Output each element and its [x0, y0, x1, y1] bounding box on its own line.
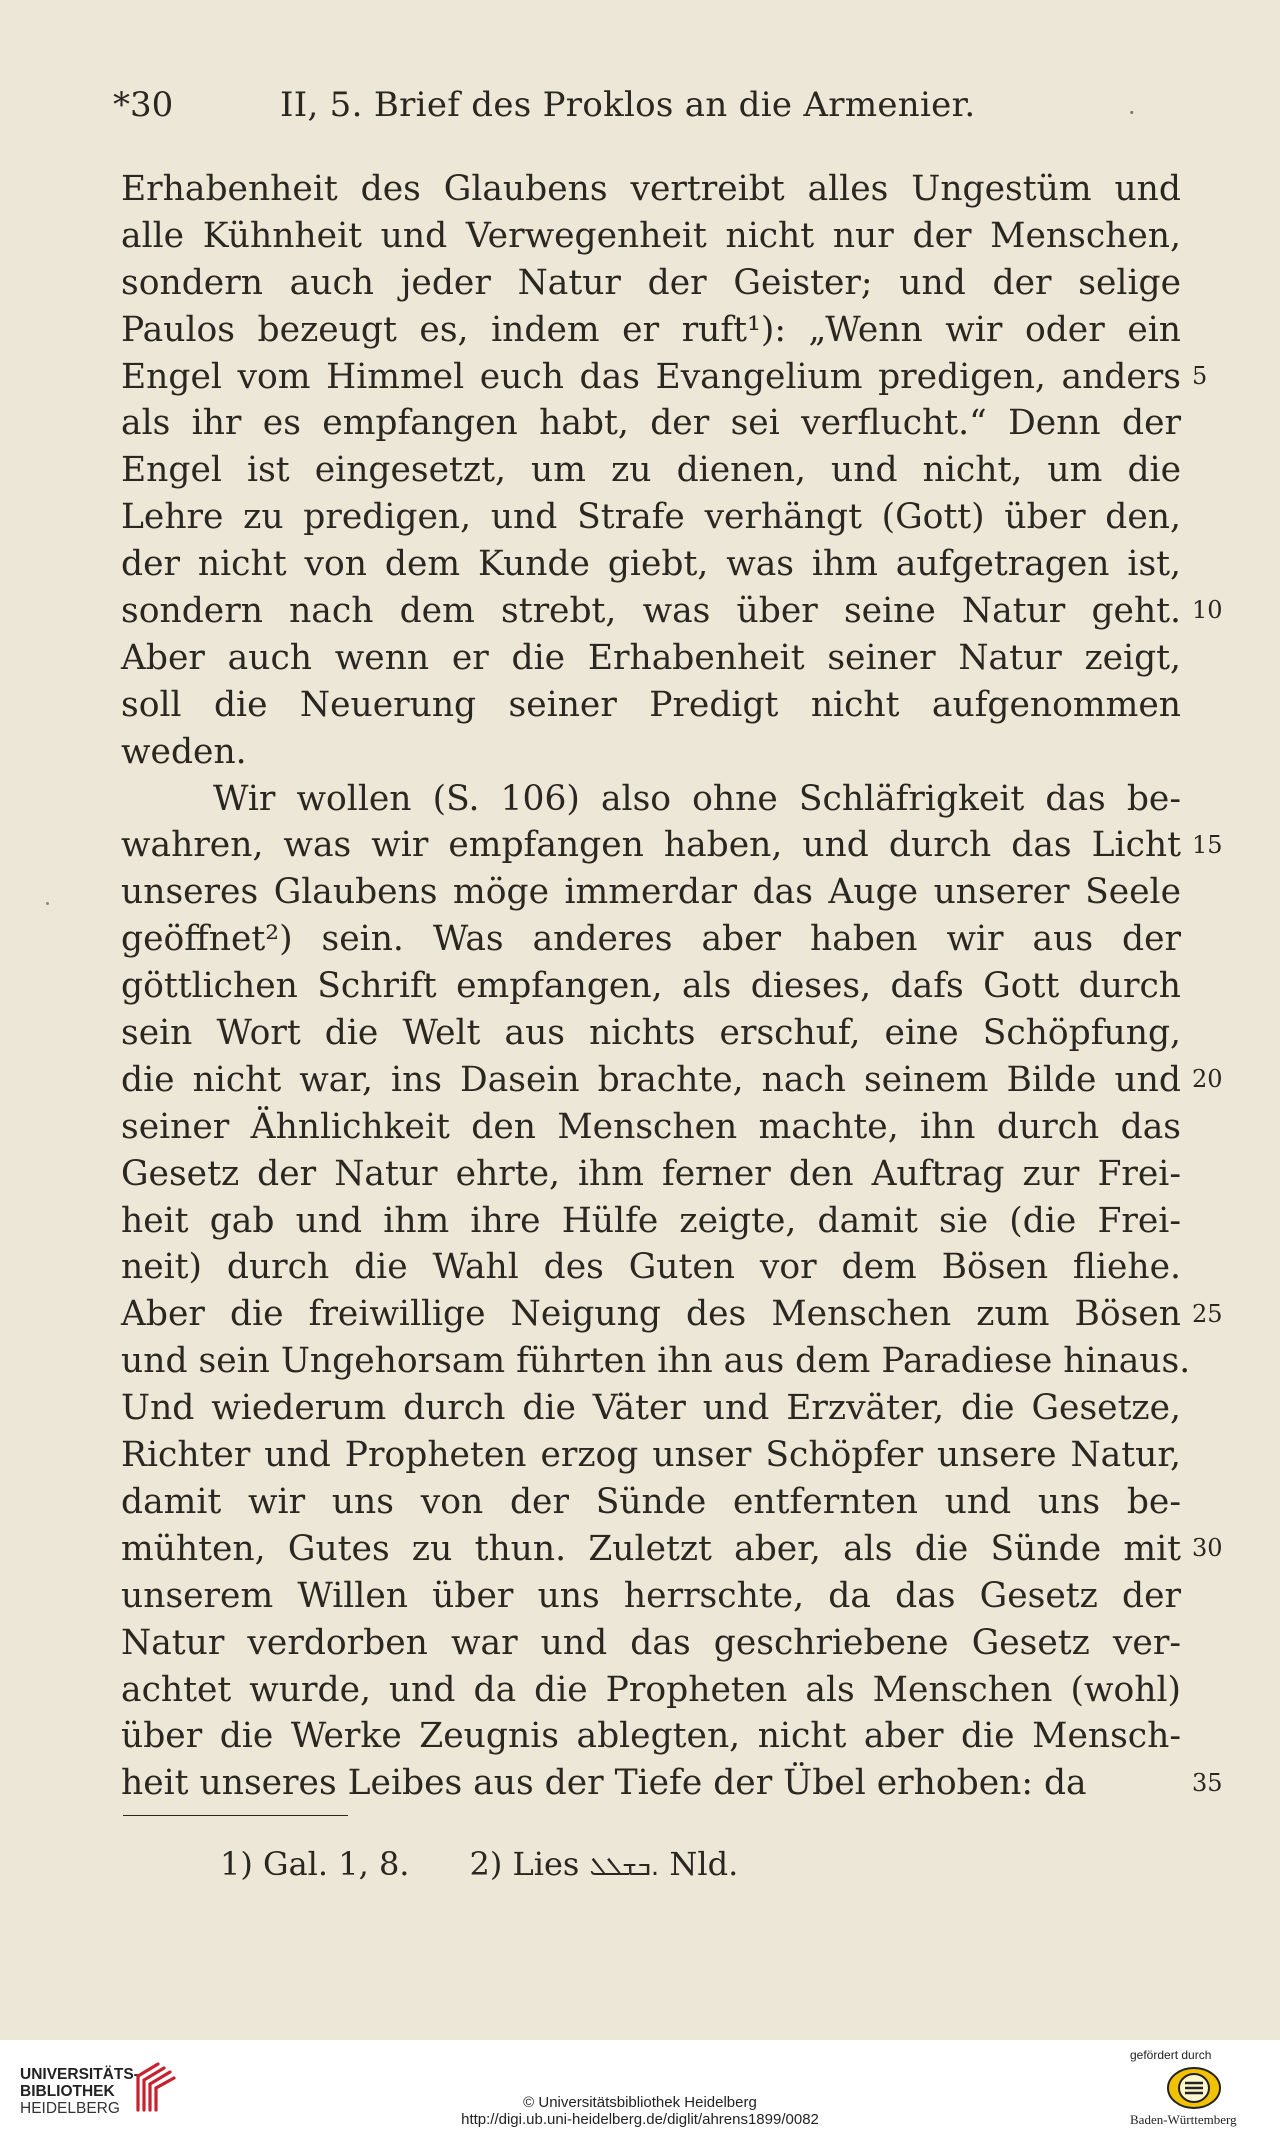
library-line-2: BIBLIOTHEK	[20, 2083, 115, 2100]
library-line-1: UNIVERSITÄTS-	[20, 2066, 139, 2083]
line-number: 25	[1192, 1299, 1223, 1328]
sponsor-name: Baden-Württemberg	[1130, 2112, 1237, 2127]
text-line: seiner Ähnlichkeit den Menschen machte, ihn durch das	[121, 1106, 1181, 1147]
line-number: 15	[1192, 830, 1223, 859]
body-text	[121, 166, 1191, 1807]
text-line: Engel vom Himmel euch das Evangelium predigen, anders	[121, 356, 1181, 397]
text-line: Lehre zu predigen, und Strafe verhängt (Gott) über den,	[121, 497, 1181, 538]
text-line: achtet wurde, und da die Propheten als Menschen (wohl)	[121, 1669, 1181, 1710]
footnote-2-syriac: ܒܫܠܠ.	[589, 1852, 660, 1882]
footer-bar	[0, 2040, 1280, 2134]
line-number: 20	[1192, 1065, 1223, 1094]
text-line: wahren, was wir empfangen haben, und durch das Licht	[121, 825, 1181, 866]
text-line: Paulos bezeugt es, indem er ruft¹): „Wenn wir oder ein	[121, 309, 1181, 350]
footnote-rule	[123, 1815, 348, 1816]
library-line-3: HEIDELBERG	[20, 2100, 120, 2117]
text-line: Wir wollen (S. 106) also ohne Schläfrigkeit das be-	[213, 778, 1181, 819]
text-line: sondern nach dem strebt, was über seine Natur geht.	[121, 591, 1181, 632]
text-line: geöffnet²) sein. Was anderes aber haben wir aus der	[121, 919, 1181, 960]
line-number: 35	[1192, 1768, 1223, 1797]
text-line: alle Kühnheit und Verwegenheit nicht nur der Menschen,	[121, 215, 1181, 256]
page-number: *30	[113, 85, 174, 125]
text-line: unseres Glaubens möge immerdar das Auge unserer Seele	[121, 872, 1181, 913]
text-line: soll die Neuerung seiner Predigt nicht aufgenommen	[121, 684, 1181, 725]
text-line: unserem Willen über uns herrschte, da das Gesetz der	[121, 1575, 1181, 1616]
text-line: Und wiederum durch die Väter und Erzväter, die Gesetze,	[121, 1388, 1181, 1429]
text-line: heit unseres Leibes aus der Tiefe der Übel erhoben: da	[121, 1763, 1087, 1804]
copyright-block	[0, 2094, 1280, 2128]
source-url[interactable]: http://digi.ub.uni-heidelberg.de/diglit/ahrens1899/0082	[461, 2111, 819, 2128]
text-line: damit wir uns von der Sünde entfernten und uns be-	[121, 1481, 1181, 1522]
header-speck: ·	[1128, 99, 1136, 127]
text-line: sondern auch jeder Natur der Geister; und der selige	[121, 262, 1181, 303]
text-line: neit) durch die Wahl des Guten vor dem Bösen fliehe.	[121, 1247, 1181, 1288]
text-line: Gesetz der Natur ehrte, ihm ferner den Auftrag zur Frei-	[121, 1153, 1181, 1194]
footnote-1: 1) Gal. 1, 8.	[220, 1845, 410, 1883]
copyright-text: © Universitätsbibliothek Heidelberg	[523, 2094, 757, 2111]
text-line: Erhabenheit des Glaubens vertreibt alles Ungestüm und	[121, 169, 1181, 209]
text-line: Richter und Propheten erzog unser Schöpfer unsere Natur,	[121, 1435, 1181, 1476]
running-title: II, 5. Brief des Proklos an die Armenier.	[280, 85, 976, 125]
text-line: als ihr es empfangen habt, der sei verflucht.“ Denn der	[121, 403, 1181, 444]
coat-of-arms-icon	[1166, 2066, 1222, 2110]
text-line: göttlichen Schrift empfangen, als dieses, dafs Gott durch	[121, 966, 1181, 1007]
text-line: Engel ist eingesetzt, um zu dienen, und nicht, um die	[121, 450, 1181, 491]
text-line: weden.	[121, 731, 247, 772]
text-line: und sein Ungehorsam führten ihn aus dem Paradiese hinaus.	[121, 1341, 1191, 1382]
text-line: über die Werke Zeugnis ablegten, nicht aber die Mensch-	[121, 1716, 1181, 1757]
text-line: Aber auch wenn er die Erhabenheit seiner Natur zeigt,	[121, 637, 1181, 678]
text-line: der nicht von dem Kunde giebt, was ihm aufgetragen ist,	[121, 544, 1181, 585]
line-number: 5	[1192, 361, 1208, 390]
footnotes	[220, 1842, 738, 1889]
text-line: mühten, Gutes zu thun. Zuletzt aber, als die Sünde mit	[121, 1528, 1181, 1569]
footnote-2-prefix: 2) Lies	[469, 1845, 580, 1883]
text-line: Aber die freiwillige Neigung des Menschen zum Bösen	[121, 1294, 1181, 1335]
footnote-2-suffix: Nld.	[669, 1845, 739, 1883]
sponsor-label: gefördert durch	[1130, 2048, 1212, 2062]
text-line: sein Wort die Welt aus nichts erschuf, eine Schöpfung,	[121, 1013, 1181, 1054]
line-number: 10	[1192, 596, 1223, 625]
scan-speck	[46, 902, 49, 905]
text-line: Natur verdorben war und das geschriebene Gesetz ver-	[121, 1622, 1181, 1663]
text-line: die nicht war, ins Dasein brachte, nach seinem Bilde und	[121, 1059, 1181, 1100]
line-number: 30	[1192, 1534, 1223, 1563]
text-line: heit gab und ihm ihre Hülfe zeigte, damit sie (die Frei-	[121, 1200, 1181, 1241]
